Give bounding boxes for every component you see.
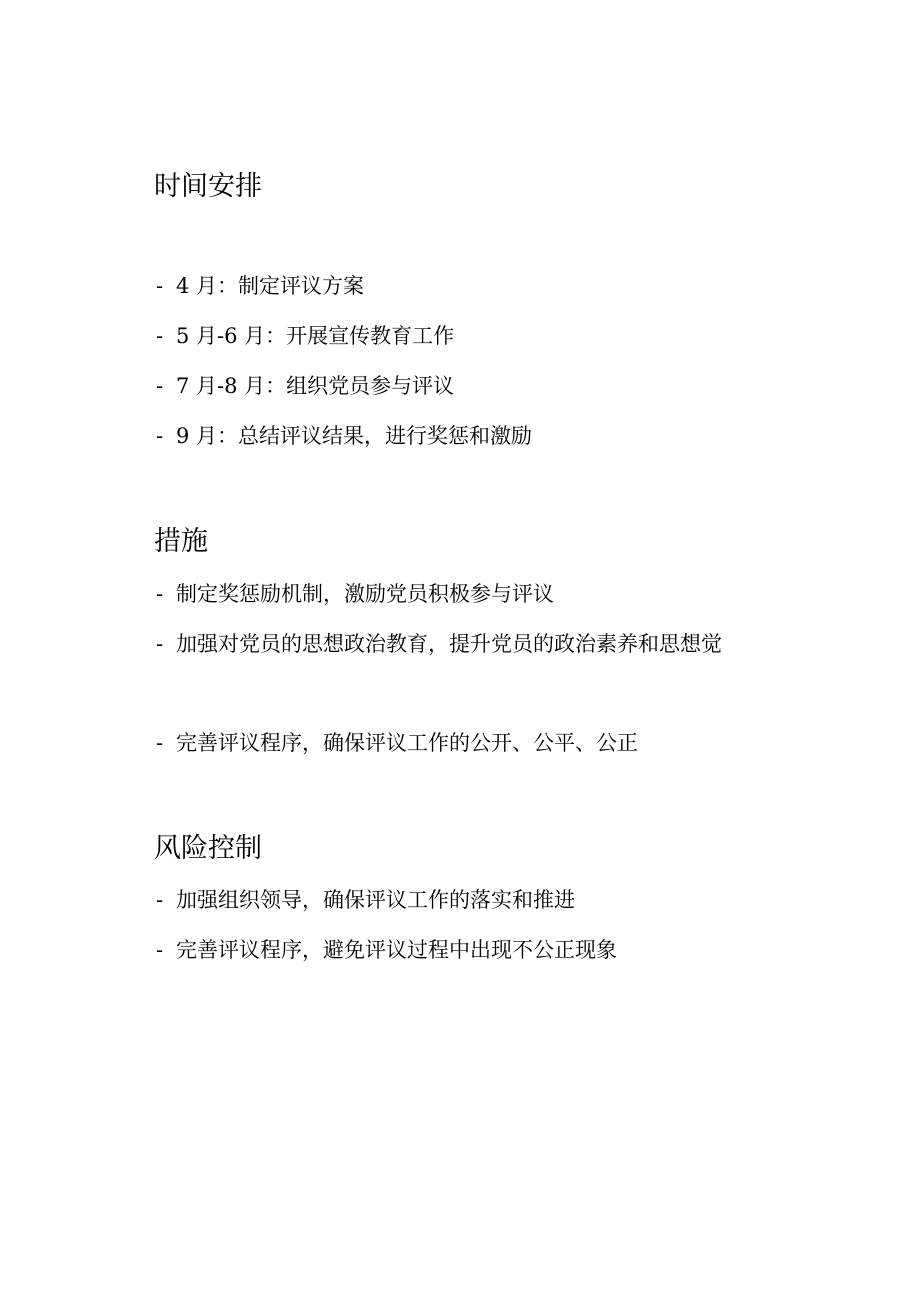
schedule-item-text: 4 月：制定评议方案: [176, 274, 365, 298]
measures-item-text: 加强对党员的思想政治教育，提升党员的政治素养和思想觉: [176, 632, 722, 656]
bullet-dash: -: [156, 324, 164, 348]
risk-control-item: [156, 886, 575, 914]
measures-item-text: 制定奖惩励机制，激励党员积极参与评议: [176, 582, 554, 606]
schedule-item-text: 7 月-8 月：组织党员参与评议: [176, 374, 455, 398]
section-heading-risk-control: 风险控制: [154, 833, 262, 864]
measures-item: [156, 729, 638, 757]
schedule-item: [156, 272, 364, 300]
bullet-dash: -: [156, 582, 164, 606]
schedule-item-text: 9 月：总结评议结果，进行奖惩和激励: [176, 424, 533, 448]
bullet-dash: -: [156, 274, 164, 298]
measures-item-text: 完善评议程序，确保评议工作的公开、公平、公正: [176, 731, 638, 755]
bullet-dash: -: [156, 888, 164, 912]
schedule-item-text: 5 月-6 月：开展宣传教育工作: [176, 324, 455, 348]
bullet-dash: -: [156, 731, 164, 755]
bullet-dash: -: [156, 374, 164, 398]
risk-control-item: [156, 936, 617, 964]
bullet-dash: -: [156, 632, 164, 656]
measures-item: [156, 580, 554, 608]
measures-item: [156, 630, 722, 658]
schedule-item: [156, 422, 532, 450]
section-heading-measures: 措施: [154, 526, 208, 557]
bullet-dash: -: [156, 938, 164, 962]
schedule-item: [156, 322, 454, 350]
schedule-item: [156, 372, 454, 400]
section-heading-schedule: 时间安排: [154, 171, 262, 202]
bullet-dash: -: [156, 424, 164, 448]
risk-control-item-text: 加强组织领导，确保评议工作的落实和推进: [176, 888, 575, 912]
risk-control-item-text: 完善评议程序，避免评议过程中出现不公正现象: [176, 938, 617, 962]
